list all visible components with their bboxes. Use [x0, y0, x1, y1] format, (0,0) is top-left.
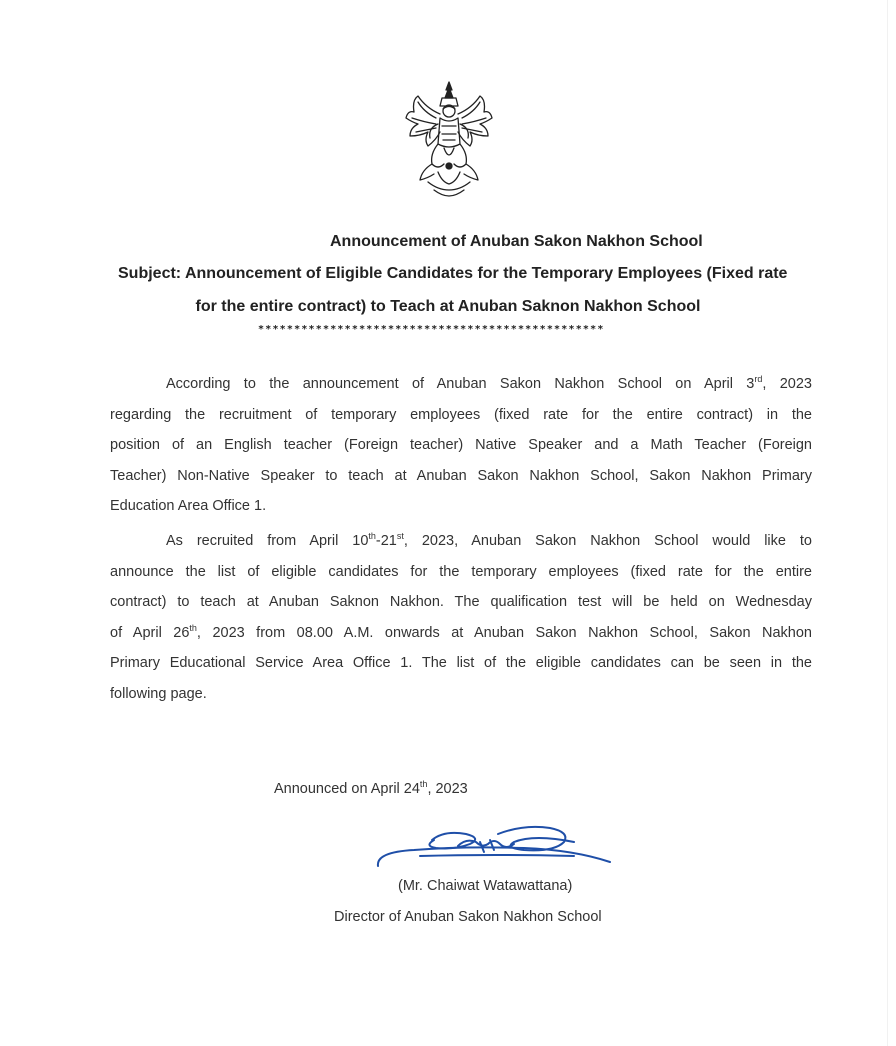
paragraph-1-line-5: Education Area Office 1.	[110, 498, 267, 514]
paragraph-1-line-4: Teacher) Non-Native Speaker to teach at Anuban Sakon Nakhon School, Sakon Nakhon Primary	[110, 467, 812, 484]
paragraph-2-line-1: As recruited from April 10th-21st, 2023, Anuban Sakon Nakhon School would like to	[166, 531, 812, 549]
paragraph-2-line-2: announce the list of eligible candidates for the temporary employees (fixed rate for the entire	[110, 563, 812, 580]
garuda-emblem-icon	[398, 78, 500, 200]
paragraph-1	[110, 369, 812, 522]
announced-date: Announced on April 24th, 2023	[274, 779, 468, 797]
paragraph-1-line-1: According to the announcement of Anuban Sakon Nakhon School on April 3rd, 2023	[166, 374, 812, 392]
announcement-title: Announcement of Anuban Sakon Nakhon School	[330, 233, 703, 250]
signature-icon	[374, 822, 614, 878]
paragraph-1-line-3: position of an English teacher (Foreign teacher) Native Speaker and a Math Teacher (Foreign	[110, 437, 812, 453]
paragraph-1-line-2: regarding the recruitment of temporary employees (fixed rate for the entire contract) in the	[110, 406, 812, 423]
paragraph-2-line-5: Primary Educational Service Area Office 1. The list of the eligible candidates can be seen in the	[110, 655, 812, 671]
signer-name: (Mr. Chaiwat Watawattana)	[398, 878, 573, 894]
scan-edge-line	[887, 0, 888, 1046]
paragraph-2-line-6: following page.	[110, 685, 207, 702]
signer-position: Director of Anuban Sakon Nakhon School	[334, 909, 602, 925]
paragraph-2-line-3: contract) to teach at Anuban Saknon Nakhon. The qualification test will be held on Wednesday	[110, 594, 812, 610]
paragraph-2-line-4: of April 26th, 2023 from 08.00 A.M. onwards at Anuban Sakon Nakhon School, Sakon Nakhon	[110, 622, 812, 641]
separator-stars: ************************************************	[258, 324, 605, 335]
subject-line-2: for the entire contract) to Teach at Anuban Saknon Nakhon School	[195, 298, 701, 315]
subject-line-1: Subject: Announcement of Eligible Candidates for the Temporary Employees (Fixed rate	[118, 265, 788, 282]
paragraph-2	[110, 526, 812, 709]
